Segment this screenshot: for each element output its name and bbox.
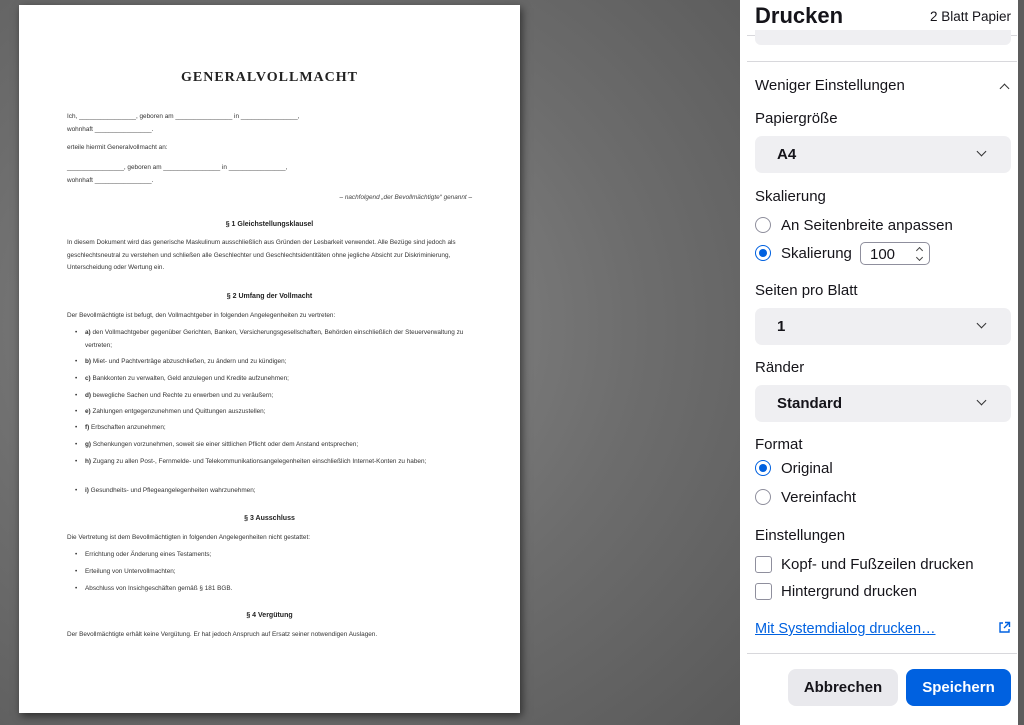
section-3-heading: § 3 Ausschluss <box>244 515 295 522</box>
list-item: • Errichtung oder Änderung eines Testaments; <box>75 549 485 562</box>
window-edge <box>1018 0 1024 725</box>
document-title: GENERALVOLLMACHT <box>180 70 358 85</box>
options-label: Einstellungen <box>755 527 846 544</box>
scaling-stepper[interactable] <box>860 242 930 265</box>
system-dialog-link[interactable]: Mit Systemdialog drucken… <box>755 621 936 637</box>
headers-footers-label[interactable]: Kopf- und Fußzeilen drucken <box>781 556 974 573</box>
format-simplified-label[interactable]: Vereinfacht <box>781 489 857 506</box>
headers-footers-checkbox[interactable] <box>755 556 772 573</box>
preview-page <box>19 5 520 713</box>
list-item: • c) Bankkonten zu verwalten, Geld anzulegen und Kredite aufzunehmen; <box>75 373 485 386</box>
save-button[interactable]: Speichern <box>906 669 1011 706</box>
section-1-text: In diesem Dokument wird das generische Maskulinum ausschließlich aus Gründen der Lesbarkeit verwendet. Alle Bezüge sind jedoch als geschlechtsneutral zu verstehen und schließen alle Geschlechter und Geschlechtsidentitäten ohne jegliche Absicht zur Diskriminierung, Unterscheidung oder Wertung ein. <box>67 239 456 271</box>
panel-title: Drucken <box>755 3 844 28</box>
format-simplified-radio[interactable] <box>755 489 771 505</box>
fit-width-radio[interactable] <box>755 217 771 233</box>
paper-size-value: A4 <box>777 146 797 163</box>
external-link-icon[interactable] <box>998 621 1011 634</box>
doc-line-5: wohnhaft ________________. <box>67 177 154 184</box>
list-item: • b) Miet- und Pachtverträge abzuschließen, zu ändern und zu kündigen; <box>75 356 485 369</box>
doc-line-2: wohnhaft ________________. <box>67 126 154 133</box>
pages-per-sheet-select[interactable] <box>755 308 1011 345</box>
section-divider <box>747 61 1017 62</box>
section-2-heading: § 2 Umfang der Vollmacht <box>226 293 313 300</box>
list-item: • a) den Vollmachtgeber gegenüber Gerichten, Banken, Versicherungsgesellschaften, Behörden einschließlich der Steuerverwaltung zu vertreten; <box>75 327 485 352</box>
collapsed-section-stub <box>755 30 1011 45</box>
paper-size-select[interactable] <box>755 136 1011 173</box>
list-item: • g) Schenkungen vorzunehmen, soweit sie einer sittlichen Pflicht oder dem Anstand entsprechen; <box>75 439 485 452</box>
scaling-radio[interactable] <box>755 245 771 261</box>
cancel-button[interactable]: Abbrechen <box>788 669 898 706</box>
format-label: Format <box>755 436 803 453</box>
background-checkbox[interactable] <box>755 583 772 600</box>
margins-label: Ränder <box>755 359 805 376</box>
stepper-down-icon[interactable] <box>916 254 923 261</box>
doc-line-4: ________________, geboren am ________________ in ________________, <box>67 164 288 171</box>
chevron-down-icon <box>977 147 987 157</box>
format-original-radio[interactable] <box>755 460 771 476</box>
section-4-text: Der Bevollmächtigte erhält keine Vergütung. Er hat jedoch Anspruch auf Ersatz seiner notwendigen Auslagen. <box>67 631 378 638</box>
doc-line-1: Ich, ________________, geboren am ________________ in ________________, <box>67 113 300 120</box>
section-1-heading: § 1 Gleichstellungsklausel <box>225 221 314 228</box>
section-2-intro: Der Bevollmächtigte ist befugt, den Vollmachtgeber in folgenden Angelegenheiten zu vertreten: <box>67 312 336 319</box>
doc-nachfolgend: – nachfolgend „der Bevollmächtigte“ genannt – <box>339 194 472 201</box>
list-item: • Abschluss von Insichgeschäften gemäß § 181 BGB. <box>75 583 485 596</box>
list-item: • e) Zahlungen entgegenzunehmen und Quittungen auszustellen; <box>75 406 485 419</box>
chevron-down-icon <box>977 396 987 406</box>
fit-width-label[interactable]: An Seitenbreite anpassen <box>781 217 953 234</box>
paper-size-label: Papiergröße <box>755 110 838 127</box>
chevron-down-icon <box>977 319 987 329</box>
margins-value: Standard <box>777 395 843 412</box>
chevron-up-icon[interactable] <box>1000 84 1010 94</box>
doc-line-3: erteile hiermit Generalvollmacht an: <box>67 144 168 151</box>
scaling-option-label[interactable]: Skalierung <box>781 245 852 262</box>
scaling-value: 100 <box>870 246 896 263</box>
background-label[interactable]: Hintergrund drucken <box>781 583 917 600</box>
sheet-count: 2 Blatt Papier <box>929 9 1011 24</box>
scaling-label: Skalierung <box>755 188 826 205</box>
list-item: • i) Gesundheits- und Pflegeangelegenheiten wahrzunehmen; <box>75 485 485 498</box>
format-original-label[interactable]: Original <box>781 460 833 477</box>
pages-per-sheet-value: 1 <box>777 318 786 335</box>
section-4-heading: § 4 Vergütung <box>246 612 293 619</box>
section-3-intro: Die Vertretung ist dem Bevollmächtigten in folgenden Angelegenheiten nicht gestattet: <box>67 534 311 541</box>
list-item: • h) Zugang zu allen Post-, Fernmelde- und Telekommunikationsangelegenheiten einschließlich Internet-Konten zu haben; <box>75 456 485 469</box>
list-item: • f) Erbschaften anzunehmen; <box>75 422 485 435</box>
footer-divider <box>747 653 1017 654</box>
list-item: • d) bewegliche Sachen und Rechte zu erwerben und zu veräußern; <box>75 390 485 403</box>
print-settings-panel <box>740 0 1024 725</box>
margins-select[interactable] <box>755 385 1011 422</box>
pages-per-sheet-label: Seiten pro Blatt <box>755 282 858 299</box>
list-item: • Erteilung von Untervollmachten; <box>75 566 485 579</box>
less-settings-toggle[interactable]: Weniger Einstellungen <box>755 77 905 94</box>
